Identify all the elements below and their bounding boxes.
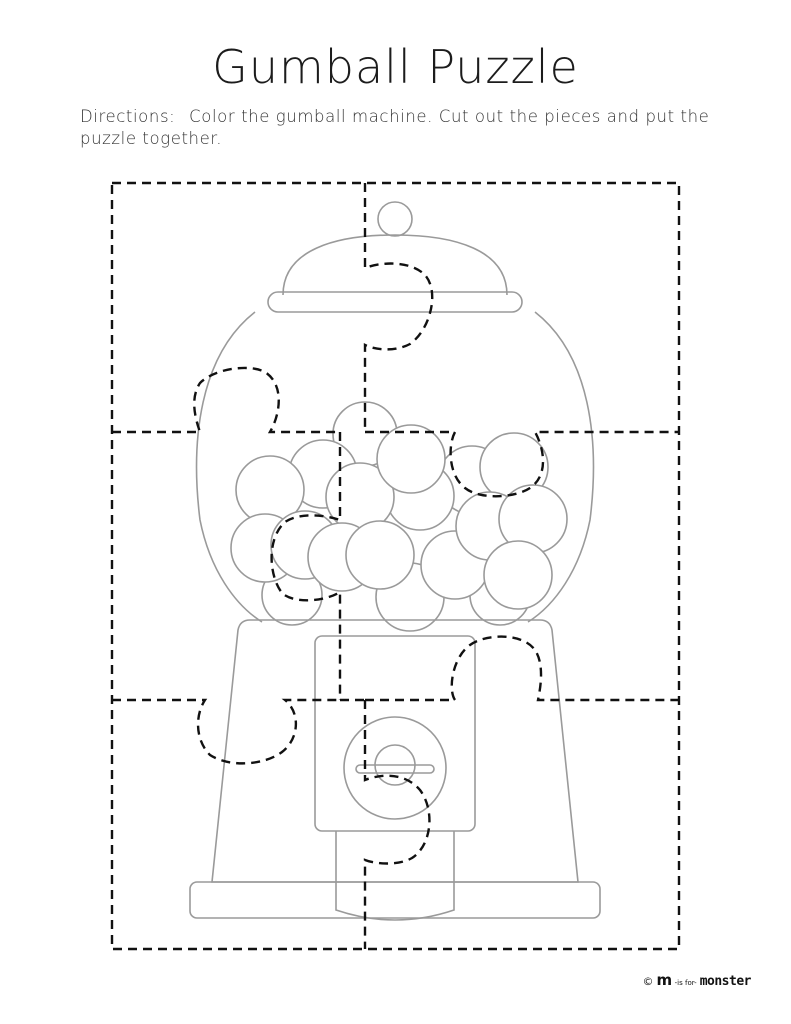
footer-credit [643,971,751,989]
machine-cap-rim [268,292,522,312]
machine-base [212,620,578,882]
coin-dial [344,717,446,819]
gumball [484,541,552,609]
machine-chute [336,831,454,920]
gumball [346,521,414,589]
machine-dome-cap [283,235,507,295]
gumball-machine-illustration [190,202,600,920]
machine-front-panel [315,636,475,831]
page-title: Gumball Puzzle [212,40,579,94]
machine-knob-top [378,202,412,236]
directions-text: Color the gumball machine. Cut out the pieces and put the puzzle together. [80,107,710,148]
coin-dial-handle [356,765,434,773]
cut-line-row2-right [365,637,679,700]
brand-logo-monster: monster [699,974,751,989]
directions-label: Directions: [80,107,176,126]
brand-logo-is-for: -is for- [674,979,697,987]
copyright-symbol: © [642,975,654,988]
machine-foot [190,882,600,918]
cut-line-top-vertical [365,183,432,432]
brand-logo-m: m [656,971,672,989]
cut-line-row1-left [112,368,340,432]
cut-line-bottom-vertical [365,700,429,949]
gumball [377,425,445,493]
